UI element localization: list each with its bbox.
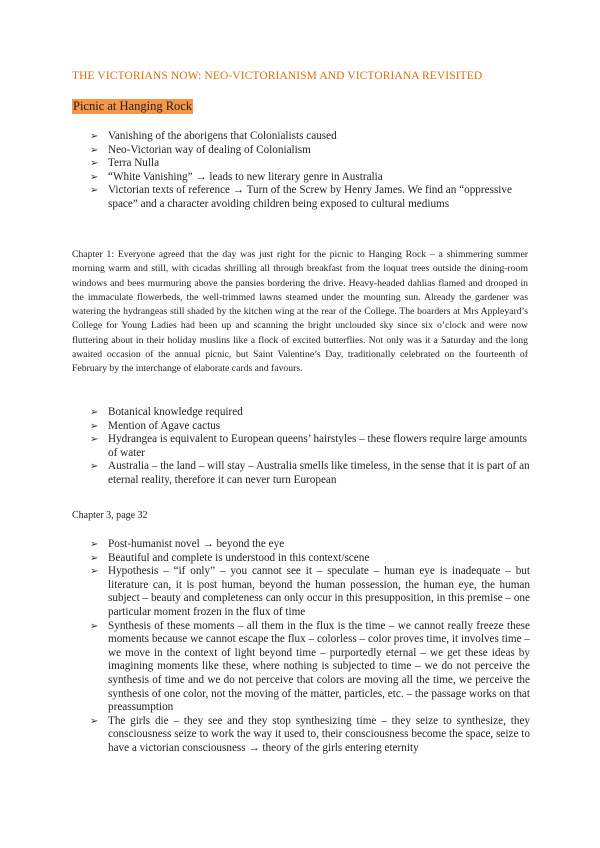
list-item: ➢ Victorian texts of reference → Turn of the Screw by Henry James. We find an “oppressive space” and a character avoiding children being exposed to cultural mediums: [90, 184, 530, 211]
list-item: ➢ Beautiful and complete is understood in this context/scene: [90, 552, 530, 566]
list-item: ➢ Australia – the land – will stay – Australia smells like timeless, in the sense that it is part of an eternal reality, therefore it can never turn European: [90, 460, 530, 487]
document-title: THE VICTORIANS NOW: NEO-VICTORIANISM AND VICTORIANA REVISITED: [72, 70, 483, 82]
chapter1-quote: Chapter 1: Everyone agreed that the day was just right for the picnic to Hanging Rock – a shimmering summer morning warm and still, with cicadas shrilling all through breakfast from the loquat trees outside the dining-room windows and bees murmuring above the pansies bordering the drive. Heavy-headed dahlias flamed and drooped in the immaculate flowerbeds, the well-trimmed lawns steamed under the mounting sun. Already the gardener was watering the hydrangeas still shaded by the kitchen wing at the rear of the College. The boarders at Mrs Appleyard’s College for Young Ladies had been up and scanning the bright unclouded sky since six o’clock and were now fluttering about in their holiday muslins like a flock of excited butterflies. Not only was it a Saturday and the long awaited occasion of the annual picnic, but Saint Valentine’s Day, traditionally celebrated on the fourteenth of February by the interchange of elaborate cards and favours.: [72, 249, 528, 375]
list-item: ➢ Hydrangea is equivalent to European queens’ hairstyles – these flowers require large amounts of water: [90, 433, 530, 460]
list-item: ➢ The girls die – they see and they stop synthesizing time – they seize to synthesize, they consciousness seize to work the way it used to, their consciousness become the space, seize to have a victorian consciousness → theory of the girls entering eternity: [90, 715, 530, 756]
section-heading: Picnic at Hanging Rock: [73, 99, 193, 113]
list-item: ➢ Neo-Victorian way of dealing of Colonialism: [90, 144, 530, 158]
chapter3-bullet-list: [90, 538, 530, 756]
list-item: ➢ Synthesis of these moments – all them in the flux is the time – we cannot really freeze these moments because we cannot escape the flux – colorless – color proves time, it involves time – we move in the context of light beyond time – purportedly eternal – we get these ideas by imagining moments like these, where nothing is subjected to time – we do not perceive the synthesis of time and we do not perceive that colors are moving all the time, we perceive the synthesis of one color, not the moving of the matter, particles, etc. – the passage works on that preassumption: [90, 620, 530, 715]
list-item: ➢ Post-humanist novel → beyond the eye: [90, 538, 530, 552]
intro-bullet-list: [90, 130, 530, 212]
list-item: ➢ Hypothesis – “if only” – you cannot see it – speculate – human eye is inadequate – but literature can, it is post human, beyond the human possession, the human eye, the human subject – beauty and completeness can only occur in this presupposition, in this premise – one particular moment frozen in the flux of time: [90, 565, 530, 619]
chapter3-reference: Chapter 3, page 32: [72, 510, 148, 521]
chapter1-bullet-list: [90, 406, 530, 488]
list-item: ➢ Mention of Agave cactus: [90, 420, 530, 434]
list-item: ➢ Terra Nulla: [90, 157, 530, 171]
list-item: ➢ Botanical knowledge required: [90, 406, 530, 420]
list-item: ➢ Vanishing of the aborigens that Colonialists caused: [90, 130, 530, 144]
list-item: ➢ “White Vanishing” → leads to new literary genre in Australia: [90, 171, 530, 185]
